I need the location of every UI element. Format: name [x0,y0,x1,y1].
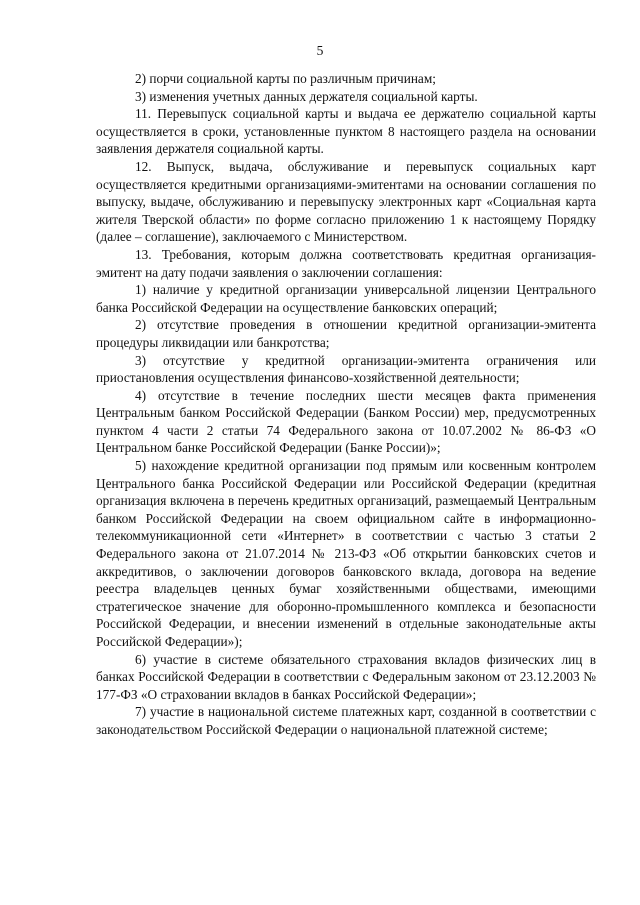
paragraph-clause-13: 13. Требования, которым должна соответствовать кредитная организация-эмитент на дату подачи заявления о заключении соглашения: [96,246,596,280]
paragraph-requirement-5: 5) нахождение кредитной организации под прямым или косвенным контролем Центрального банка Российской Федерации или Российской Федерации (кредитная организация включена в перечень кредитных организаций, размещаемый Центральным банком Российской Федерации на своем официальном сайте в информационно-телекоммуникационной сети «Интернет» в соответствии с частью 3 статьи 2 Федерального закона от 21.07.2014 № 213-ФЗ «Об открытии банковских счетов и аккредитивов, о заключении договоров банковского вклада, договора на ведение реестра владельцев ценных бумаг хозяйственными обществами, имеющими стратегическое значение для оборонно-промышленного комплекса и безопасности Российской Федерации, и внесении изменений в отдельные законодательные акты Российской Федерации»); [96,458,596,649]
paragraph-clause-11: 11. Перевыпуск социальной карты и выдача ее держателю социальной карты осуществляется в сроки, установленные пунктом 8 настоящего раздела на основании заявления держателя социальной карты. [96,106,596,157]
paragraph-requirement-3: 3) отсутствие у кредитной организации-эмитента ограничения или приостановления осуществления финансово-хозяйственной деятельности; [96,352,596,386]
paragraph-requirement-4: 4) отсутствие в течение последних шести месяцев факта применения Центральным банком Российской Федерации (Банком России) мер, предусмотренных пунктом 4 части 2 статьи 74 Федерального закона от 10.07.2002 № 86-ФЗ «О Центральном банке Российской Федерации (Банке России)»; [96,387,596,456]
page-number: 5 [316,43,324,58]
paragraph-requirement-2: 2) отсутствие проведения в отношении кредитной организации-эмитента процедуры ликвидации или банкротства; [96,317,596,350]
paragraph-item-3-data-change: 3) изменения учетных данных держателя социальной карты. [135,88,478,104]
document-body [96,70,596,739]
paragraph-item-2-damage: 2) порчи социальной карты по различным причинам; [135,71,436,86]
paragraph-clause-12: 12. Выпуск, выдача, обслуживание и перевыпуск социальных карт осуществляется кредитными организациями-эмитентами на основании соглашения по выпуску, выдаче, обслуживанию и перевыпуску электронных карт «Социальная карта жителя Тверской области» по форме согласно приложению 1 к настоящему Порядку (далее – соглашение), заключаемого с Министерством. [96,158,596,245]
paragraph-requirement-6: 6) участие в системе обязательного страхования вкладов физических лиц в банках Российской Федерации в соответствии с Федеральным законом от 23.12.2003 № 177-ФЗ «О страховании вкладов в банках Российской Федерации»; [96,651,596,702]
paragraph-requirement-7: 7) участие в национальной системе платежных карт, созданной в соответствии с законодательством Российской Федерации о национальной платежной системе; [96,704,596,737]
paragraph-requirement-1: 1) наличие у кредитной организации универсальной лицензии Центрального банка Российской Федерации на осуществление банковских операций; [96,282,596,315]
